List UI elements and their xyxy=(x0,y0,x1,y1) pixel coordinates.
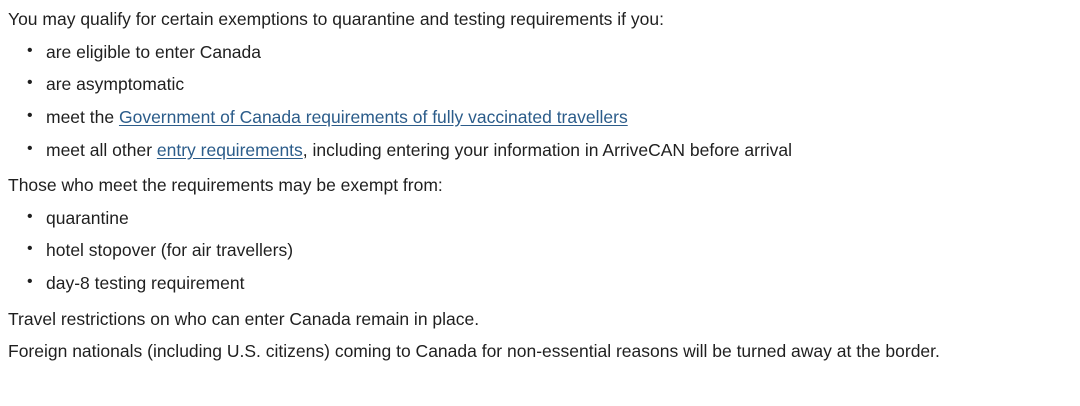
restrictions-paragraph: Travel restrictions on who can enter Canada remain in place. xyxy=(8,308,480,329)
list-item xyxy=(46,41,1070,65)
list-item-text: are eligible to enter Canada xyxy=(46,41,262,62)
list-item-text-suffix: , including entering your information in ArriveCAN before arrival xyxy=(302,139,793,160)
foreign-nationals-paragraph: Foreign nationals (including U.S. citizens) coming to Canada for non-essential reasons will be turned away at the border. xyxy=(8,341,940,362)
list-item xyxy=(46,73,1070,97)
list-item xyxy=(46,139,1070,163)
list-item-text: quarantine xyxy=(46,207,129,228)
entry-requirements-link[interactable]: entry requirements xyxy=(156,139,303,160)
list-item xyxy=(46,272,1070,296)
list-item xyxy=(46,239,1070,263)
list-item xyxy=(46,207,1070,231)
list-item-text: are asymptomatic xyxy=(46,74,185,95)
list-item-text: hotel stopover (for air travellers) xyxy=(46,240,294,261)
qualify-list xyxy=(8,41,1070,163)
list-item-text: meet the xyxy=(46,106,119,127)
exempt-list xyxy=(8,207,1070,296)
list-item-text: meet all other xyxy=(46,139,157,160)
list-item xyxy=(46,106,1070,130)
intro-paragraph: You may qualify for certain exemptions to quarantine and testing requirements if you: xyxy=(8,9,664,29)
exempt-paragraph: Those who meet the requirements may be exempt from: xyxy=(8,175,443,196)
list-item-text: day-8 testing requirement xyxy=(46,273,245,293)
vaccinated-travellers-link[interactable]: Government of Canada requirements of fully vaccinated travellers xyxy=(118,106,628,127)
